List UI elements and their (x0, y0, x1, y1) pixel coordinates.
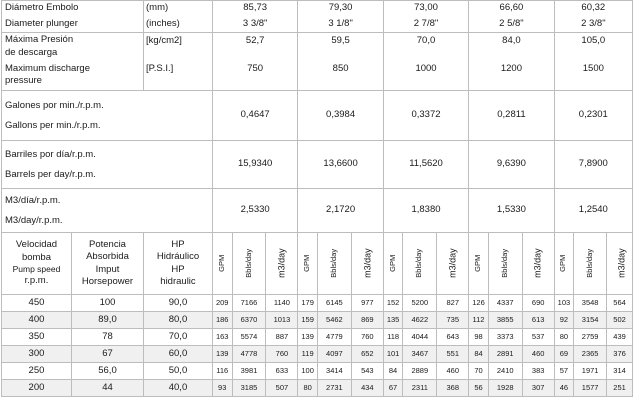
gallons-label-es: Galones por min./r.p.m. (5, 99, 104, 111)
sub-gpm-1 (212, 233, 232, 295)
barrels-label (2, 141, 213, 189)
sub-bbl-4 (488, 233, 522, 295)
gpm-cell: 69 (554, 346, 574, 363)
pressure-label-en (2, 61, 144, 91)
hydraulic-hp-cell: 80,0 (144, 312, 213, 329)
gpm-cell: 163 (212, 329, 232, 346)
m3-cell: 543 (351, 363, 383, 380)
pressure-kg-5: 105,0 (554, 33, 632, 61)
sub-bbl-5 (574, 233, 607, 295)
bbl-cell: 3185 (232, 380, 266, 397)
m3-cell: 368 (437, 380, 469, 397)
bbl-cell: 4337 (488, 295, 522, 312)
m3-cell: 376 (607, 346, 633, 363)
table-row (2, 380, 633, 397)
bbl-cell: 1577 (574, 380, 607, 397)
pump-speed-en-1: Pump speed (12, 264, 61, 275)
m3-cell: 502 (607, 312, 633, 329)
sub-gpm-2-text: GPM (302, 254, 312, 272)
gpm-cell: 112 (469, 312, 489, 329)
hydraulic-hp-cell: 50,0 (144, 363, 213, 380)
m3-cell: 507 (266, 380, 298, 397)
diameter-label-es: Diámetro Embolo (2, 1, 144, 17)
m3-label (2, 189, 213, 233)
m3-2: 2,1720 (298, 189, 383, 233)
sub-m3-2-text: m3/day (362, 247, 373, 278)
m3-cell: 735 (437, 312, 469, 329)
m3-cell: 564 (607, 295, 633, 312)
m3-cell: 551 (437, 346, 469, 363)
m3-cell: 460 (522, 346, 554, 363)
gpm-cell: 57 (554, 363, 574, 380)
m3-cell: 460 (437, 363, 469, 380)
barrels-4: 9,6390 (469, 141, 554, 189)
m3-label-es: M3/día/r.p.m. (5, 194, 61, 206)
barrels-label-en: Barrels per day/r.p.m. (5, 168, 96, 180)
gpm-cell: 80 (554, 329, 574, 346)
sub-m3-3-text: m3/day (447, 247, 458, 278)
hydraulic-hp-cell: 70,0 (144, 329, 213, 346)
bbl-cell: 3855 (488, 312, 522, 329)
bbl-cell: 6145 (317, 295, 351, 312)
bbl-cell: 1971 (574, 363, 607, 380)
gpm-cell: 159 (298, 312, 318, 329)
plunger-inch-2: 3 1/8" (298, 17, 383, 33)
hydraulic-hp-cell: 60,0 (144, 346, 213, 363)
bbl-cell: 3154 (574, 312, 607, 329)
sub-bbl-5-text: Bbls/day (584, 248, 594, 278)
m3-cell: 760 (266, 346, 298, 363)
hydraulic-hp-es-1: HP (171, 238, 185, 250)
pressure-psi-1: 750 (212, 61, 297, 91)
sub-m3-1 (266, 233, 298, 295)
gpm-cell: 135 (383, 312, 403, 329)
pressure-psi-5: 1500 (554, 61, 632, 91)
pressure-label-es-1: Máxima Presión (5, 34, 74, 46)
input-power-en-2: Horsepower (81, 275, 134, 287)
sub-m3-5-text: m3/day (616, 247, 627, 278)
sub-bbl-1-text: Bbls/day (243, 248, 253, 278)
input-hp-cell: 89,0 (71, 312, 143, 329)
m3-cell: 887 (266, 329, 298, 346)
plunger-inch-3: 2 7/8" (383, 17, 468, 33)
sub-m3-3 (437, 233, 469, 295)
bbl-cell: 2889 (403, 363, 437, 380)
pressure-kg-3: 70,0 (383, 33, 468, 61)
gpm-cell: 126 (469, 295, 489, 312)
m3-3: 1,8380 (383, 189, 468, 233)
hydraulic-hp-cell: 40,0 (144, 380, 213, 397)
pressure-psi-2: 850 (298, 61, 383, 91)
pump-speed-header (2, 233, 72, 295)
gallons-5: 0,2301 (554, 91, 632, 141)
pressure-label-en-2: pressure (5, 75, 42, 87)
sub-m3-4 (522, 233, 554, 295)
sub-gpm-4 (469, 233, 489, 295)
m3-cell: 434 (351, 380, 383, 397)
bbl-cell: 4044 (403, 329, 437, 346)
pump-speed-es-1: Velocidad (15, 239, 58, 251)
gpm-cell: 139 (212, 346, 232, 363)
gpm-cell: 46 (554, 380, 574, 397)
m3-cell: 869 (351, 312, 383, 329)
gpm-cell: 139 (298, 329, 318, 346)
m3-cell: 652 (351, 346, 383, 363)
gpm-cell: 100 (298, 363, 318, 380)
pressure-label-en-1: Maximum discharge (5, 62, 90, 74)
bbl-cell: 3467 (403, 346, 437, 363)
table-row (2, 346, 633, 363)
pressure-label-es-2: de descarga (5, 46, 58, 58)
m3-4: 1,5330 (469, 189, 554, 233)
gallons-2: 0,3984 (298, 91, 383, 141)
input-power-es-1: Potencia (89, 238, 126, 250)
input-hp-cell: 67 (71, 346, 143, 363)
plunger-mm-3: 73,00 (383, 1, 468, 17)
bbl-cell: 3548 (574, 295, 607, 312)
sub-bbl-2-text: Bbls/day (329, 248, 339, 278)
sub-bbl-3-text: Bbls/day (414, 248, 424, 278)
gpm-cell: 118 (383, 329, 403, 346)
sub-gpm-3-text: GPM (387, 254, 397, 272)
data-rows (2, 295, 633, 397)
sub-m3-4-text: m3/day (533, 247, 544, 278)
bbl-cell: 3373 (488, 329, 522, 346)
plunger-inch-5: 2 3/8" (554, 17, 632, 33)
pressure-kg-1: 52,7 (212, 33, 297, 61)
gallons-3: 0,3372 (383, 91, 468, 141)
sub-bbl-1 (232, 233, 266, 295)
gpm-cell: 80 (298, 380, 318, 397)
plunger-mm-5: 60,32 (554, 1, 632, 17)
input-power-en-1: Imput (95, 263, 120, 275)
gpm-cell: 67 (383, 380, 403, 397)
pump-speed-es-2: bomba (21, 251, 52, 263)
hydraulic-hp-en-2: hidraulic (160, 275, 196, 287)
table-row (2, 363, 633, 380)
barrels-label-es: Barriles por día/r.p.m. (5, 148, 96, 160)
gpm-cell: 152 (383, 295, 403, 312)
gallons-label (2, 91, 213, 141)
m3-cell: 537 (522, 329, 554, 346)
plunger-inch-4: 2 5/8" (469, 17, 554, 33)
rpm-cell: 300 (2, 346, 72, 363)
hydraulic-hp-es-2: Hidráulico (156, 251, 200, 263)
m3-cell: 251 (607, 380, 633, 397)
m3-cell: 613 (522, 312, 554, 329)
diameter-unit-in: (inches) (144, 17, 213, 33)
pump-speed-en-2: r.p.m. (24, 275, 49, 287)
bbl-cell: 2759 (574, 329, 607, 346)
gpm-cell: 92 (554, 312, 574, 329)
gallons-1: 0,4647 (212, 91, 297, 141)
bbl-cell: 4622 (403, 312, 437, 329)
table-row (2, 329, 633, 346)
sub-gpm-5 (554, 233, 574, 295)
m3-cell: 383 (522, 363, 554, 380)
gpm-cell: 116 (212, 363, 232, 380)
input-power-header (71, 233, 143, 295)
gallons-4: 0,2811 (469, 91, 554, 141)
m3-1: 2,5330 (212, 189, 297, 233)
gpm-cell: 179 (298, 295, 318, 312)
bbl-cell: 6370 (232, 312, 266, 329)
sub-m3-1-text: m3/day (276, 247, 287, 278)
rpm-cell: 250 (2, 363, 72, 380)
bbl-cell: 1928 (488, 380, 522, 397)
sub-gpm-4-text: GPM (473, 254, 483, 272)
pressure-psi-3: 1000 (383, 61, 468, 91)
bbl-cell: 2410 (488, 363, 522, 380)
bbl-cell: 7166 (232, 295, 266, 312)
m3-cell: 633 (266, 363, 298, 380)
sub-gpm-5-text: GPM (558, 254, 568, 272)
input-hp-cell: 56,0 (71, 363, 143, 380)
m3-cell: 690 (522, 295, 554, 312)
hydraulic-hp-header (144, 233, 213, 295)
gpm-cell: 98 (469, 329, 489, 346)
input-power-es-2: Absorbida (86, 251, 129, 263)
pump-spec-table (1, 0, 633, 397)
gpm-cell: 103 (554, 295, 574, 312)
bbl-cell: 2891 (488, 346, 522, 363)
plunger-mm-2: 79,30 (298, 1, 383, 17)
pressure-kg-2: 59,5 (298, 33, 383, 61)
diameter-unit-mm: (mm) (144, 1, 213, 17)
gpm-cell: 119 (298, 346, 318, 363)
barrels-3: 11,5620 (383, 141, 468, 189)
m3-cell: 977 (351, 295, 383, 312)
m3-cell: 1013 (266, 312, 298, 329)
gallons-label-en: Gallons per min./r.p.m. (5, 119, 101, 131)
gpm-cell: 209 (212, 295, 232, 312)
sub-bbl-4-text: Bbls/day (499, 248, 509, 278)
pressure-kg-4: 84,0 (469, 33, 554, 61)
bbl-cell: 5200 (403, 295, 437, 312)
bbl-cell: 3981 (232, 363, 266, 380)
bbl-cell: 4097 (317, 346, 351, 363)
bbl-cell: 5574 (232, 329, 266, 346)
m3-cell: 307 (522, 380, 554, 397)
m3-cell: 643 (437, 329, 469, 346)
sub-gpm-1-text: GPM (216, 254, 226, 272)
bbl-cell: 2731 (317, 380, 351, 397)
sub-gpm-2 (298, 233, 318, 295)
sub-m3-2 (351, 233, 383, 295)
gpm-cell: 186 (212, 312, 232, 329)
m3-label-en: M3/day/r.p.m. (5, 214, 63, 226)
sub-bbl-3 (403, 233, 437, 295)
gpm-cell: 101 (383, 346, 403, 363)
bbl-cell: 4778 (232, 346, 266, 363)
gpm-cell: 84 (469, 346, 489, 363)
bbl-cell: 3414 (317, 363, 351, 380)
input-hp-cell: 44 (71, 380, 143, 397)
barrels-5: 7,8900 (554, 141, 632, 189)
pressure-psi-4: 1200 (469, 61, 554, 91)
bbl-cell: 5462 (317, 312, 351, 329)
sub-gpm-3 (383, 233, 403, 295)
gpm-cell: 93 (212, 380, 232, 397)
m3-cell: 760 (351, 329, 383, 346)
hydraulic-hp-en-1: HP (171, 263, 185, 275)
m3-cell: 314 (607, 363, 633, 380)
sub-bbl-2 (317, 233, 351, 295)
rpm-cell: 450 (2, 295, 72, 312)
gpm-cell: 56 (469, 380, 489, 397)
rpm-cell: 400 (2, 312, 72, 329)
hydraulic-hp-cell: 90,0 (144, 295, 213, 312)
pressure-label-es (2, 33, 144, 61)
table-row (2, 295, 633, 312)
pressure-unit-kg: [kg/cm2] (144, 33, 213, 61)
m3-cell: 439 (607, 329, 633, 346)
bbl-cell: 4779 (317, 329, 351, 346)
pressure-unit-psi: [P.S.I.] (144, 61, 213, 91)
barrels-1: 15,9340 (212, 141, 297, 189)
barrels-2: 13,6600 (298, 141, 383, 189)
table-row (2, 312, 633, 329)
gpm-cell: 70 (469, 363, 489, 380)
plunger-inch-1: 3 3/8" (212, 17, 297, 33)
rpm-cell: 350 (2, 329, 72, 346)
m3-cell: 1140 (266, 295, 298, 312)
m3-5: 1,2540 (554, 189, 632, 233)
input-hp-cell: 100 (71, 295, 143, 312)
rpm-cell: 200 (2, 380, 72, 397)
plunger-mm-1: 85,73 (212, 1, 297, 17)
bbl-cell: 2365 (574, 346, 607, 363)
sub-m3-5 (607, 233, 633, 295)
diameter-label-en: Diameter plunger (2, 17, 144, 33)
plunger-mm-4: 66,60 (469, 1, 554, 17)
gpm-cell: 84 (383, 363, 403, 380)
bbl-cell: 2311 (403, 380, 437, 397)
input-hp-cell: 78 (71, 329, 143, 346)
m3-cell: 827 (437, 295, 469, 312)
